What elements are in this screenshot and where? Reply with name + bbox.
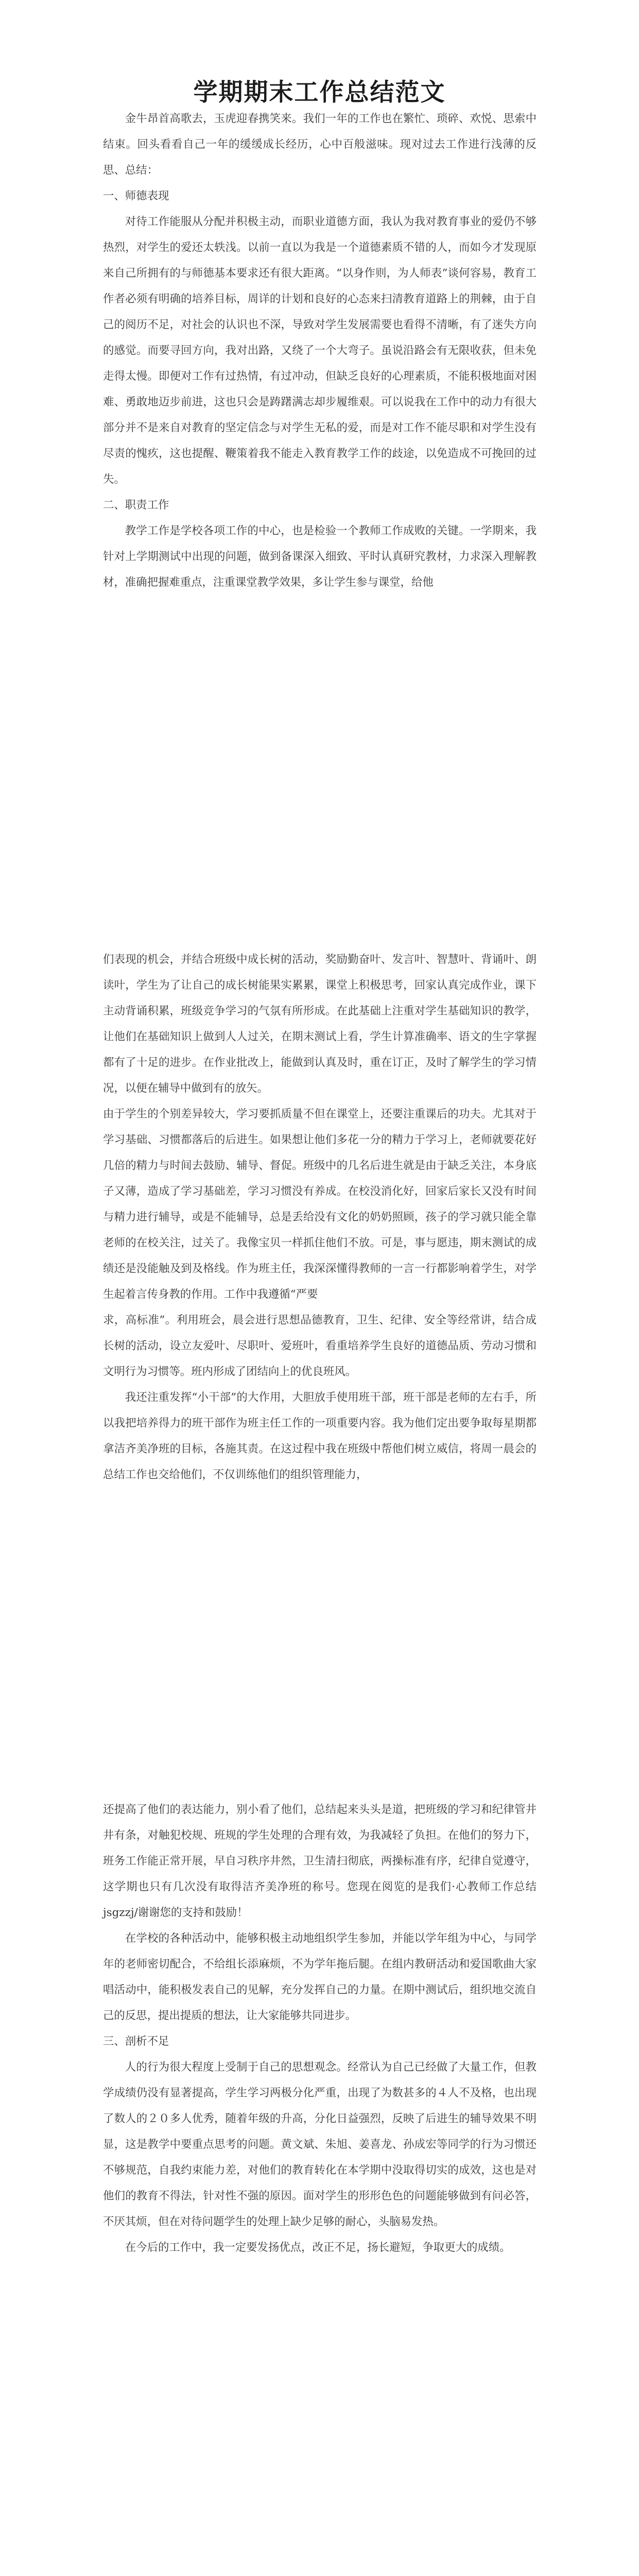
duties-paragraph-part4: 求，高标准”。利用班会，晨会进行思想品德教育，卫生、纪律、安全等经常讲，结合成长树的活动，设立友爱叶、尽职叶、爱班叶，看重培养学生良好的道德品质、劳动习惯和文明行为习惯等。班内形成了团结向上的优良班风。 (103, 1314, 537, 1378)
section-heading-shortcomings: 三、剖析不足 (103, 2035, 169, 2048)
ethics-paragraph: 对待工作能服从分配并积极主动，而职业道德方面，我认为我对教育事业的爱仍不够热烈，对学生的爱还太轶浅。以前一直以为我是一个道德素质不错的人，而如今才发现原来自己所拥有的与师德基本要求还有很大距离。“以身作则，为人师表”谈何容易，教育工作者必须有明确的培养目标，周详的计划和良好的心态来扫清教育道路上的荆棘，由于自己的阅历不足，对社会的认识也不深，导致对学生发展需要也看得不清晰，有了迷失方向的感觉。而要寻回方向，我对出路，又绕了一个大弯子。虽说沿路会有无限收获，但未免走得太慢。即便对工作有过热情，有过冲动，但缺乏良好的心理素质，不能积极地面对困难、勇敢地迈步前进，这也只会是踌躇满志却步履维艰。可以说我在工作中的动力有很大部分并不是来自对教育的坚定信念与对学生无私的爱，而是对工作不能尽职和对学生没有尽责的愧疚，这也提醒、鞭策着我不能走入教育教学工作的歧途，以免造成不可挽回的过失。 (103, 215, 537, 486)
closing-paragraph: 在今后的工作中，我一定要发扬优点，改正不足，扬长避短，争取更大的成绩。 (125, 2241, 511, 2254)
duties-paragraph-part5: 我还注重发挥“小干部”的大作用，大胆放手使用班干部，班干部是老师的左右手，所以我把培养得力的班干部作为班主任工作的一项重要内容。我为他们定出要争取每星期都拿洁齐美净班的目标，各施其责。在这过程中我在班级中帮他们树立威信，将周一晨会的总结工作也交给他们，不仅训练他们的组织管理能力， (103, 1391, 537, 1481)
shortcomings-paragraph: 人的行为很大程度上受制于自己的思想观念。经常认为自己已经做了大量工作，但教学成绩仍没有显著提高，学生学习两极分化严重，出现了为数甚多的４人不及格，也出现了数人的２０多人优秀，随着年级的升高，分化日益强烈，反映了后进生的辅导效果不明显，这是教学中要重点思考的问题。黄文斌、朱旭、姜喜龙、孙成宏等同学的行为习惯还不够规范，自我约束能力差，对他们的教育转化在本学期中没取得切实的成效，这也是对他们的教育不得法，针对性不强的原因。面对学生的形形色色的问题能够做到有问必答，不厌其烦，但在对待问题学生的处理上缺少足够的耐心，头脑易发热。 (103, 2061, 537, 2228)
document-title: 学期期末工作总结范文 (193, 78, 446, 107)
duties-paragraph-part6: 还提高了他们的表达能力，别小看了他们，总结起来头头是道，把班级的学习和纪律管井井有条，对触犯校规、班规的学生处理的合理有效，为我减轻了负担。在他们的努力下，班务工作能正常开展，早自习秩序井然，卫生清扫彻底，两操标准有序，纪律自觉遵守，这学期也只有几次没有取得洁齐美净班的称号。您现在阅览的是我们·心教师工作总结 jsgzzj/谢谢您的支持和鼓励！ (103, 1803, 537, 1919)
duties-paragraph-part7: 在学校的各种活动中，能够积极主动地组织学生参加，并能以学年组为中心，与同学年的老师密切配合，不给组长添麻烦，不为学年拖后腿。在组内教研活动和爱国歌曲大家唱活动中，能积极发表自己的见解，充分发挥自己的力量。在期中测试后，组织地交流自己的反思，提出提质的想法，让大家能够共同进步。 (103, 1932, 537, 2022)
duties-paragraph-part1: 教学工作是学校各项工作的中心，也是检验一个教师工作成败的关键。一学期来，我针对上学期测试中出现的问题，做到备课深入细致、平时认真研究教材，力求深入理解教材，准确把握难重点，注重课堂教学效果，多让学生参与课堂，给他 (103, 524, 537, 589)
text-block-3 (103, 1797, 537, 2261)
section-heading-ethics: 一、师德表现 (103, 190, 169, 202)
duties-paragraph-part2: 们表现的机会，并结合班级中成长树的活动，奖励勤奋叶、发言叶、智慧叶、背诵叶、朗读叶，学生为了让自己的成长树能果实累累，课堂上积极思考，回家认真完成作业，课下主动背诵积累，班级竞争学习的气氛有所形成。在此基础上注重对学生基础知识的教学，让他们在基础知识上做到人人过关，在期末测试上看，学生计算准确率、语文的生字掌握都有了十足的进步。在作业批改上，能做到认真及时，重在订正，及时了解学生的学习情况，以便在辅导中做到有的放矢。 (103, 953, 537, 1095)
section-heading-duties: 二、职责工作 (103, 499, 169, 512)
text-block-1 (103, 106, 537, 596)
intro-paragraph: 金牛昂首高歌去，玉虎迎春携笑来。我们一年的工作也在繁忙、琐碎、欢悦、思索中结束。回头看看自己一年的缓缓成长经历，心中百般滋味。现对过去工作进行浅薄的反思、总结： (103, 112, 537, 177)
duties-paragraph-part3: 由于学生的个别差异较大，学习要抓质量不但在课堂上，还要注重课后的功夫。尤其对于学习基础、习惯都落后的后进生。如果想让他们多花一分的精力于学习上，老师就要花好几倍的精力与时间去鼓励、辅导、督促。班级中的几名后进生就是由于缺乏关注，本身底子又薄，造成了学习基础差，学习习惯没有养成。在校没消化好，回家后家长又没有时间与精力进行辅导，或是不能辅导，总是丢给没有文化的奶奶照顾，孩子的学习就只能全靠老师的在校关注，过关了。我像宝贝一样抓住他们不放。可是，事与愿违，期末测试的成绩还是没能触及到及格线。作为班主任，我深深懂得教师的一言一行都影响着学生，对学生起着言传身教的作用。工作中我遵循“严要 (103, 1108, 537, 1301)
text-block-2 (103, 947, 537, 1488)
